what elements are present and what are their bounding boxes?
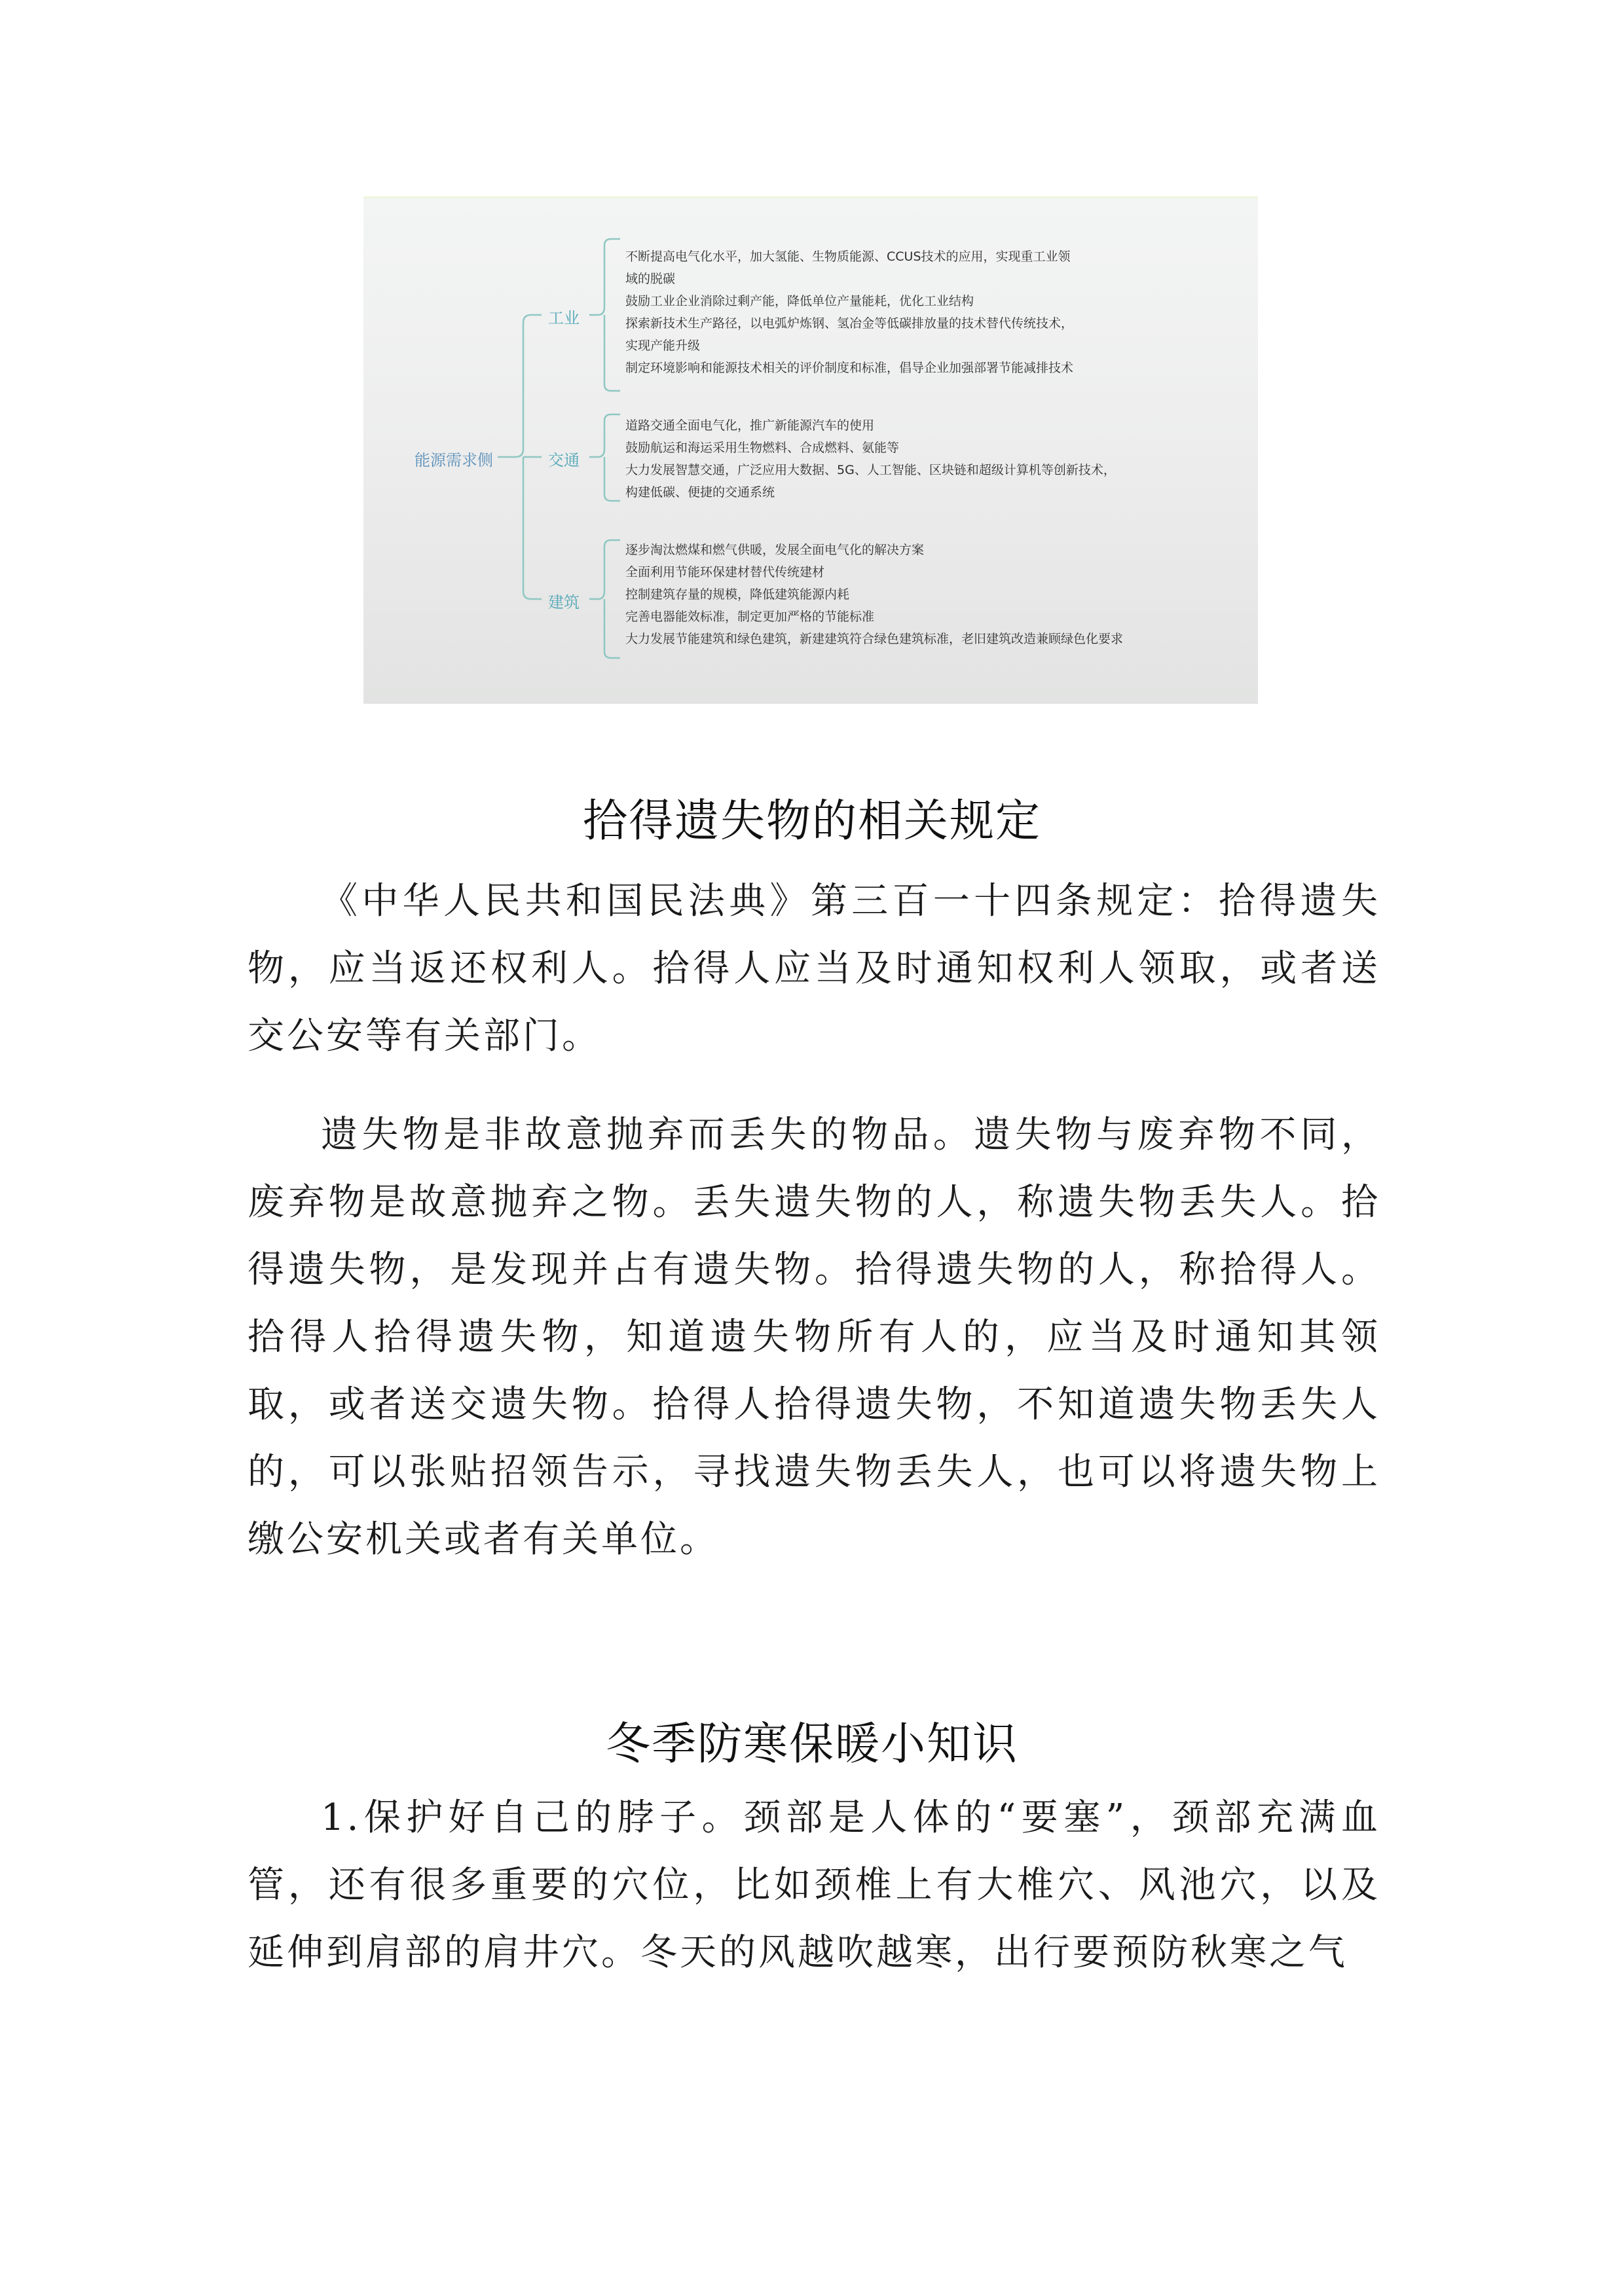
mindmap-leaf: 大力发展节能建筑和绿色建筑，新建建筑符合绿色建筑标准，老旧建筑改造兼顾绿色化要求 bbox=[625, 632, 1124, 646]
mindmap-leaf: 全面利用节能环保建材替代传统建材 bbox=[625, 565, 825, 579]
paragraph-civil-code: 《中华人民共和国民法典》第三百一十四条规定：拾得遗失物，应当返还权利人。拾得人应当及时通知权利人领取，或者送交公安等有关部门。 bbox=[248, 880, 1380, 1057]
mindmap-leaf: 鼓励工业企业消除过剩产能，降低单位产量能耗，优化工业结构 bbox=[625, 294, 974, 308]
mindmap-leaf: 域的脱碳 bbox=[625, 272, 676, 286]
mindmap-leaf: 控制建筑存量的规模，降低建筑能源内耗 bbox=[625, 587, 850, 602]
mindmap-root-label: 能源需求侧 bbox=[415, 451, 493, 469]
mindmap-leaf: 制定环境影响和能源技术相关的评价制度和标准，倡导企业加强部署节能减排技术 bbox=[625, 361, 1074, 375]
mindmap-leaf: 探索新技术生产路径，以电弧炉炼钢、氢冶金等低碳排放量的技术替代传统技术， bbox=[625, 316, 1074, 331]
mindmap-leaf: 完善电器能效标准，制定更加严格的节能标准 bbox=[625, 610, 875, 624]
section-title-winter-warmth: 冬季防寒保暖小知识 bbox=[605, 1719, 1018, 1770]
mindmap-leaf: 不断提高电气化水平，加大氢能、生物质能源、CCUS技术的应用，实现重工业领 bbox=[625, 249, 1071, 264]
mindmap-leaf: 鼓励航运和海运采用生物燃料、合成燃料、氨能等 bbox=[625, 441, 900, 455]
mindmap-industry-items bbox=[625, 246, 1073, 379]
mindmap-branch-building: 建筑 bbox=[548, 593, 580, 611]
mindmap-transport-items bbox=[625, 414, 1116, 503]
paragraph-protect-neck: 1.保护好自己的脖子。颈部是人体的“要塞”，颈部充满血管，还有很多重要的穴位，比如颈椎上有大椎穴、风池穴，以及延伸到肩部的肩井穴。冬天的风越吹越寒，出行要预防秋寒之气 bbox=[248, 1796, 1380, 1974]
mindmap-leaf: 逐步淘汰燃煤和燃气供暖，发展全面电气化的解决方案 bbox=[625, 543, 925, 557]
mindmap-building-items bbox=[625, 539, 1123, 650]
section-title-lost-property: 拾得遗失物的相关规定 bbox=[582, 795, 1041, 847]
mindmap-leaf: 道路交通全面电气化，推广新能源汽车的使用 bbox=[625, 418, 875, 433]
paragraph-lost-property-definition: 遗失物是非故意抛弃而丢失的物品。遗失物与废弃物不同，废弃物是故意抛弃之物。丢失遗失物的人，称遗失物丢失人。拾得遗失物，是发现并占有遗失物。拾得遗失物的人，称拾得人。拾得人拾得遗失物，知道遗失物所有人的，应当及时通知其领取，或者送交遗失物。拾得人拾得遗失物，不知道遗失物丢失人的，可以张贴招领告示，寻找遗失物丢失人，也可以将遗失物上缴公安机关或者有关单位。 bbox=[248, 1114, 1380, 1561]
energy-demand-mindmap-figure bbox=[363, 196, 1258, 704]
mindmap-branch-industry: 工业 bbox=[548, 309, 580, 327]
mindmap-branch-transport: 交通 bbox=[548, 451, 580, 469]
mindmap-leaf: 构建低碳、便捷的交通系统 bbox=[625, 485, 775, 500]
mindmap-leaf: 实现产能升级 bbox=[625, 338, 701, 353]
mindmap-leaf: 大力发展智慧交通，广泛应用大数据、5G、人工智能、区块链和超级计算机等创新技术， bbox=[625, 463, 1116, 477]
